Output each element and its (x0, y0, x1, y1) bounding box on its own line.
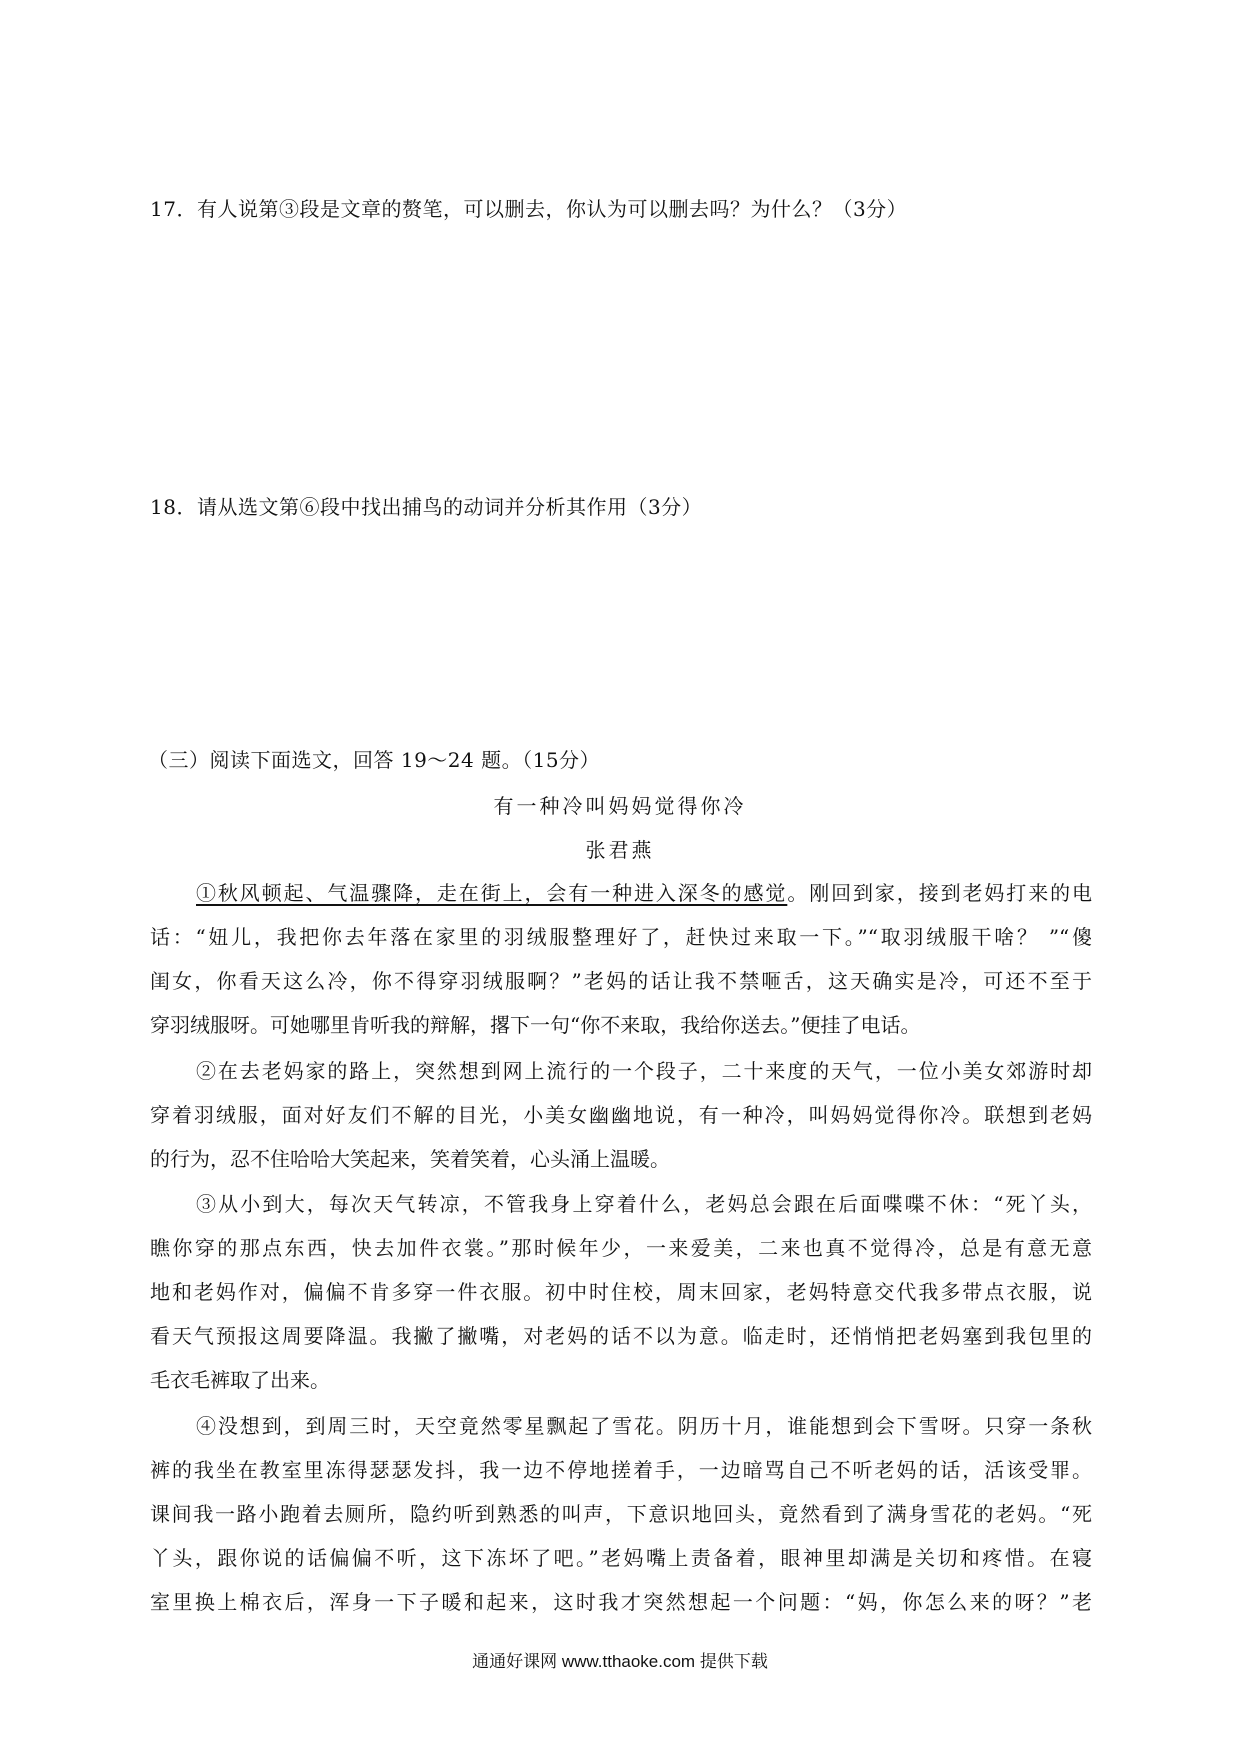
paragraph-3-line-3: 地和老妈作对，偏偏不肯多穿一件衣服。初中时住校，周末回家，老妈特意交代我多带点衣服，说 (150, 1280, 1092, 1304)
paragraph-2-line-2: 穿着羽绒服，面对好友们不解的目光，小美女幽幽地说，有一种冷，叫妈妈觉得你冷。联想到老妈 (150, 1103, 1092, 1127)
paragraph-4-line-2: 裤的我坐在教室里冻得瑟瑟发抖，我一边不停地搓着手，一边暗骂自己不听老妈的话，活该受罪。 (150, 1458, 1092, 1482)
paragraph-4-line-4: 丫头，跟你说的话偏偏不听，这下冻坏了吧。”老妈嘴上责备着，眼神里却满是关切和疼惜。在寝 (150, 1546, 1092, 1570)
section-heading: （三）阅读下面选文，回答 19～24 题。（15分） (148, 748, 601, 772)
paragraph-1-line-2: 话：“妞儿，我把你去年落在家里的羽绒服整理好了，赶快过来取一下。”“取羽绒服干啥？ ”“傻 (150, 925, 1092, 949)
essay-title: 有一种冷叫妈妈觉得你冷 (493, 794, 747, 818)
paragraph-4-line-3: 课间我一路小跑着去厕所，隐约听到熟悉的叫声，下意识地回头，竟然看到了满身雪花的老妈。“死 (150, 1502, 1092, 1526)
paragraph-4-line-5: 室里换上棉衣后，浑身一下子暖和起来，这时我才突然想起一个问题：“妈，你怎么来的呀？”老 (150, 1590, 1092, 1614)
question-17: 17．有人说第③段是文章的赘笔，可以删去，你认为可以删去吗？为什么？（3分） (150, 197, 908, 221)
paragraph-1-line-1 (196, 877, 1092, 906)
essay-author: 张君燕 (585, 838, 655, 862)
paragraph-2-line-1: ②在去老妈家的路上，突然想到网上流行的一个段子，二十来度的天气，一位小美女郊游时却 (196, 1059, 1092, 1083)
paragraph-1-line-3: 闺女，你看天这么冷，你不得穿羽绒服啊？”老妈的话让我不禁咂舌，这天确实是冷，可还不至于 (150, 969, 1092, 993)
underlined-sentence: ①秋风顿起、气温骤降，走在街上，会有一种进入深冬的感觉 (196, 881, 788, 905)
paragraph-3-line-4: 看天气预报这周要降温。我撇了撇嘴，对老妈的话不以为意。临走时，还悄悄把老妈塞到我包里的 (150, 1324, 1092, 1348)
paragraph-1-line-4: 穿羽绒服呀。可她哪里肯听我的辩解，撂下一句“你不来取，我给你送去。”便挂了电话。 (150, 1013, 921, 1037)
paragraph-3-line-2: 瞧你穿的那点东西，快去加件衣裳。”那时候年少，一来爱美，二来也真不觉得冷，总是有意无意 (150, 1236, 1092, 1260)
paragraph-4-line-1: ④没想到，到周三时，天空竟然零星飘起了雪花。阴历十月，谁能想到会下雪呀。只穿一条秋 (196, 1414, 1092, 1438)
paragraph-2-line-3: 的行为，忍不住哈哈大笑起来，笑着笑着，心头涌上温暖。 (150, 1147, 670, 1171)
paragraph-3-line-1: ③从小到大，每次天气转凉，不管我身上穿着什么，老妈总会跟在后面喋喋不休：“死丫头， (196, 1192, 1092, 1216)
paragraph-1-line-1-rest: 。刚回到家，接到老妈打来的电 (787, 881, 1093, 905)
question-18: 18．请从选文第⑥段中找出捕鸟的动词并分析其作用（3分） (150, 495, 703, 519)
paragraph-3-line-5: 毛衣毛裤取了出来。 (150, 1368, 330, 1392)
page-footer: 通通好课网 www.tthaoke.com 提供下载 (472, 1652, 768, 1671)
